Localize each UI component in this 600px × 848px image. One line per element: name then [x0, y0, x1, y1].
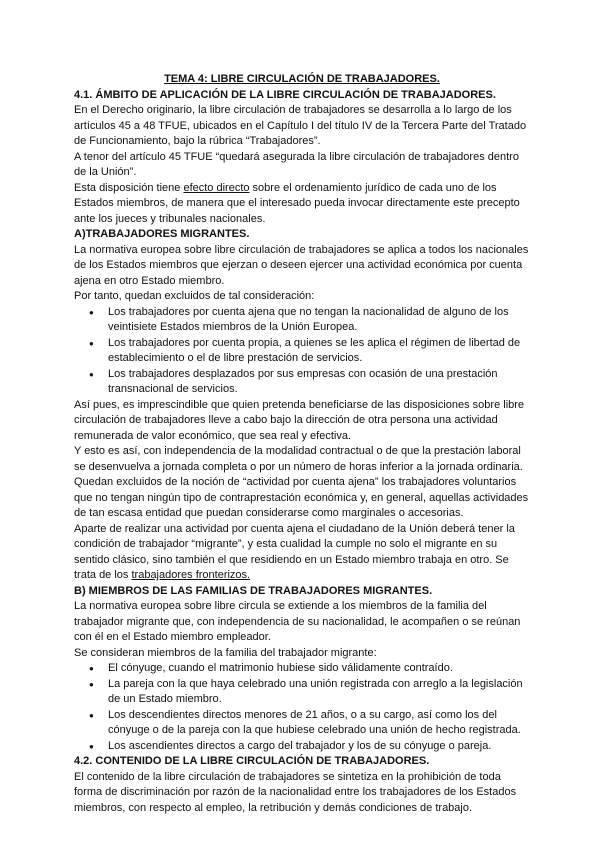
- bullet-list: [74, 661, 530, 754]
- list-item: ● El cónyuge, cuando el matrimonio hubiese sido válidamente contraído.: [74, 661, 530, 677]
- section-4-1-heading: 4.1. ÁMBITO DE APLICACIÓN DE LA LIBRE CIRCULACIÓN DE TRABAJADORES.: [74, 88, 496, 101]
- paragraph: [74, 522, 530, 584]
- document-title: TEMA 4: LIBRE CIRCULACIÓN DE TRABAJADORES.: [164, 73, 440, 85]
- text: sobre el ordenamiento jurídico de cada uno de los Estados miembros, de manera que el interesado pueda invocar directamente este precepto ante los jueces y tribunales nacionales.: [74, 181, 520, 225]
- paragraph: A tenor del artículo 45 TFUE “quedará asegurada la libre circulación de trabajadores dentro de la Unión”.: [74, 150, 519, 178]
- list-item: ● Los trabajadores por cuenta ajena que no tengan la nacionalidad de alguno de los veintisiete Estados miembros de la Unión Europea.: [74, 305, 530, 336]
- list-item: ● Los trabajadores desplazados por sus empresas con ocasión de una prestación transnacional de servicios.: [74, 367, 530, 398]
- list-item: ● La pareja con la que haya celebrado una unión registrada con arreglo a la legislación de un Estado miembro.: [74, 677, 530, 708]
- paragraph: La normativa europea sobre libre circulación de trabajadores se aplica a todos los nacionales de los Estados miembros que ejerzan o deseen ejercer una actividad económica por cuenta ajena en otro Estado miembro.: [74, 243, 529, 287]
- paragraph: Se consideran miembros de la familia del trabajador migrante:: [74, 646, 377, 659]
- section-a-heading: A)TRABAJADORES MIGRANTES.: [74, 228, 250, 240]
- text: Esta disposición tiene: [74, 181, 184, 194]
- paragraph: Así pues, es imprescindible que quien pretenda beneficiarse de las disposiciones sobre libre circulación de trabajadores lleve a cabo bajo la dirección de otra persona una actividad remunerada de valor económico, que sea real y efectiva.: [74, 398, 525, 442]
- bullet-list: [74, 305, 530, 398]
- section-b-heading: B) MIEMBROS DE LAS FAMILIAS DE TRABAJADORES MIGRANTES.: [74, 584, 433, 597]
- list-item: ● Los trabajadores por cuenta propia, a quienes se les aplica el régimen de libertad de establecimiento o el de libre prestación de servicios.: [74, 336, 530, 367]
- paragraph: Por tanto, quedan excluidos de tal consideración:: [74, 290, 315, 302]
- paragraph: Y esto es así, con independencia de la modalidad contractual o de que la prestación laboral se desenvuelva a jornada completa o por un número de horas inferior a la jornada ordinaria.: [74, 445, 523, 473]
- paragraph: Quedan excluidos de la noción de “actividad por cuenta ajena” los trabajadores voluntarios que no tengan ningún tipo de contraprestación económica y, en general, aquellas actividades de tan escasa entidad que puedan considerarse como marginales o accesorias.: [74, 476, 529, 519]
- underlined-term: trabajadores fronterizos.: [131, 569, 251, 581]
- paragraph: En el Derecho originario, la libre circulación de trabajadores se desarrolla a lo largo de los artículos 45 a 48 TFUE, ubicados en el Capítulo I del título IV de la Tercera Parte del Tratado de Funcionamiento, bajo la rúbrica “Trabajadores”.: [74, 104, 527, 147]
- section-4-2-heading: 4.2. CONTENIDO DE LA LIBRE CIRCULACIÓN DE TRABAJADORES.: [74, 755, 430, 767]
- list-item: ● Los descendientes directos menores de 21 años, o a su cargo, así como los del cónyuge o de la pareja con la que hubiese celebrado una unión de hecho registrada.: [74, 708, 530, 739]
- paragraph: [74, 181, 530, 228]
- paragraph: El contenido de la libre circulación de trabajadores se sintetiza en la prohibición de toda forma de discriminación por razón de la nacionalidad entre los trabajadores de los Estados miembros, con respecto al empleo, la retribución y demás condiciones de trabajo.: [74, 770, 517, 814]
- document-page: [74, 72, 530, 816]
- text: Aparte de realizar una actividad por cuenta ajena el ciudadano de la Unión deberá tener la condición de trabajador “migrante”, y esta cualidad la cumple no solo el migrante en su sentido clásico, sino también el que residiendo en un Estado miembro trabaja en otro. Se trata de los: [74, 522, 515, 581]
- list-item: ● Los ascendientes directos a cargo del trabajador y los de su cónyuge o pareja.: [74, 739, 530, 755]
- underlined-term: efecto directo: [183, 181, 250, 194]
- paragraph: La normativa europea sobre libre circula se extiende a los miembros de la familia del trabajador migrante que, con independencia de su nacionalidad, le acompañen o se reúnan con él en el Estado miembro empleador.: [74, 600, 521, 643]
